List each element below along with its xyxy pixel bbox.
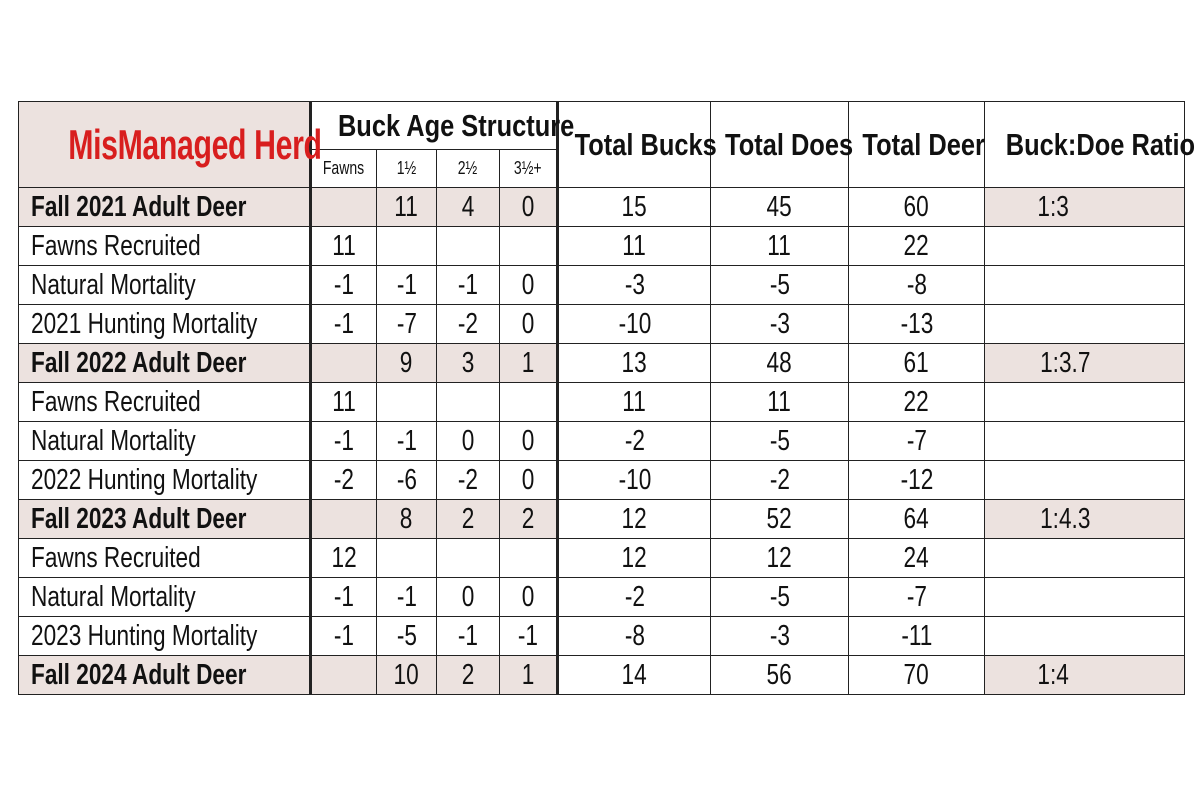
- total-deer-cell: [849, 617, 985, 656]
- ratio-cell: [985, 578, 1185, 617]
- subheader-fawns-label: Fawns: [323, 158, 365, 178]
- total-deer-value: 60: [903, 191, 930, 223]
- age-1-5-value: 11: [394, 191, 419, 223]
- row-label-cell: [19, 617, 311, 656]
- age-1-5-cell: [377, 305, 437, 344]
- ratio-cell: [985, 656, 1185, 695]
- age-2-5-value: 2: [461, 503, 475, 535]
- age-3-5-plus-value: 0: [521, 425, 535, 457]
- total-bucks-cell: [558, 617, 711, 656]
- total-does-cell: [711, 656, 849, 695]
- table-row: [19, 227, 1185, 266]
- total-deer-value: 64: [903, 503, 930, 535]
- age-3-5-plus-cell: [500, 383, 558, 422]
- ratio-cell: [985, 617, 1185, 656]
- row-label-cell: [19, 227, 311, 266]
- total-does-value: -2: [769, 464, 790, 496]
- ratio-cell: [985, 461, 1185, 500]
- age-2-5-value: 0: [461, 581, 475, 613]
- total-does-value: -5: [769, 269, 790, 301]
- age-2-5-cell: [437, 344, 500, 383]
- age-3-5-plus-value: 1: [521, 347, 535, 379]
- row-label: Natural Mortality: [31, 269, 196, 301]
- row-label-cell: [19, 305, 311, 344]
- total-deer-cell: [849, 383, 985, 422]
- total-deer-cell: [849, 305, 985, 344]
- total-deer-cell: [849, 266, 985, 305]
- total-does-cell: [711, 383, 849, 422]
- table-row: [19, 617, 1185, 656]
- age-2-5-cell: [437, 656, 500, 695]
- age-3-5-plus-cell: [500, 422, 558, 461]
- age-1-5-cell: [377, 344, 437, 383]
- age-2-5-cell: [437, 266, 500, 305]
- total-deer-cell: [849, 227, 985, 266]
- age-3-5-plus-cell: [500, 461, 558, 500]
- total-does-cell: [711, 266, 849, 305]
- total-deer-value: 70: [903, 659, 930, 691]
- ratio-cell: [985, 305, 1185, 344]
- age-3-5-plus-cell: [500, 305, 558, 344]
- total-bucks-cell: [558, 422, 711, 461]
- total-does-value: 12: [766, 542, 793, 574]
- total-deer-value: 22: [903, 230, 930, 262]
- total-does-value: 52: [766, 503, 793, 535]
- row-label: Fawns Recruited: [31, 386, 201, 418]
- age-3-5-plus-cell: [500, 266, 558, 305]
- age-2-5-value: -1: [457, 620, 479, 652]
- total-deer-cell: [849, 188, 985, 227]
- total-bucks-value: 12: [621, 503, 648, 535]
- total-deer-cell: [849, 422, 985, 461]
- age-2-5-cell: [437, 227, 500, 266]
- age-2-5-cell: [437, 305, 500, 344]
- age-1-5-value: -1: [396, 269, 417, 301]
- subheader-3-5-plus-label: 3½+: [514, 158, 542, 178]
- table-row: [19, 539, 1185, 578]
- ratio-cell: [985, 188, 1185, 227]
- row-label-cell: [19, 188, 311, 227]
- total-does-value: -5: [769, 425, 790, 457]
- total-bucks-cell: [558, 383, 711, 422]
- total-does-cell: [711, 539, 849, 578]
- total-bucks-cell: [558, 578, 711, 617]
- ratio-cell: [985, 422, 1185, 461]
- total-does-cell: [711, 422, 849, 461]
- total-bucks-value: 11: [622, 230, 647, 262]
- total-deer-cell: [849, 539, 985, 578]
- total-does-value: -3: [769, 308, 790, 340]
- age-1-5-cell: [377, 461, 437, 500]
- table-row: [19, 461, 1185, 500]
- age-1-5-value: -7: [396, 308, 417, 340]
- ratio-value: 1:3: [1037, 191, 1069, 223]
- total-bucks-cell: [558, 227, 711, 266]
- row-label: Fall 2024 Adult Deer: [31, 659, 247, 691]
- total-does-cell: [711, 578, 849, 617]
- total-bucks-value: 12: [621, 542, 648, 574]
- age-3-5-plus-cell: [500, 539, 558, 578]
- fawns-value: 11: [332, 386, 356, 418]
- table-title: MisManaged Herd: [68, 120, 322, 168]
- ratio-cell: [985, 383, 1185, 422]
- buck-age-structure-label: Buck Age Structure: [337, 107, 575, 143]
- total-does-value: -3: [769, 620, 790, 652]
- total-does-header: [711, 102, 854, 188]
- age-1-5-cell: [377, 383, 437, 422]
- row-label-cell: [19, 344, 311, 383]
- age-1-5-value: -5: [396, 620, 417, 652]
- subheader-1-5-label: 1½: [396, 158, 417, 178]
- age-3-5-plus-value: 0: [521, 269, 535, 301]
- age-2-5-value: 3: [461, 347, 475, 379]
- age-1-5-cell: [377, 266, 437, 305]
- total-bucks-cell: [558, 344, 711, 383]
- summary-row: [19, 188, 1185, 227]
- age-2-5-value: -2: [457, 464, 479, 496]
- total-bucks-value: -8: [624, 620, 645, 652]
- age-2-5-cell: [437, 539, 500, 578]
- total-bucks-value: 13: [621, 347, 648, 379]
- age-3-5-plus-cell: [500, 500, 558, 539]
- total-deer-label: Total Deer: [862, 126, 985, 162]
- age-1-5-cell: [377, 500, 437, 539]
- fawns-value: 12: [331, 542, 357, 574]
- total-deer-header: [849, 102, 985, 188]
- total-does-cell: [711, 344, 849, 383]
- age-1-5-value: 10: [393, 659, 420, 691]
- age-3-5-plus-value: 0: [521, 464, 535, 496]
- table-row: [19, 305, 1185, 344]
- fawns-cell: [311, 656, 377, 695]
- subheader-2-5: [437, 150, 500, 188]
- age-1-5-value: 9: [400, 347, 413, 379]
- table-row: [19, 422, 1185, 461]
- ratio-value: 1:3.7: [1040, 347, 1091, 379]
- total-bucks-cell: [558, 305, 711, 344]
- age-3-5-plus-cell: [500, 617, 558, 656]
- total-bucks-value: -10: [618, 464, 651, 496]
- table-row: [19, 383, 1185, 422]
- buck-doe-ratio-label: Buck:Doe Ratio: [1005, 126, 1196, 162]
- subheader-1-5: [377, 150, 437, 188]
- row-label: Fall 2021 Adult Deer: [31, 191, 247, 223]
- fawns-cell: [311, 188, 377, 227]
- total-deer-cell: [849, 500, 985, 539]
- age-2-5-value: 2: [461, 659, 475, 691]
- total-does-cell: [711, 227, 849, 266]
- age-3-5-plus-cell: [500, 578, 558, 617]
- total-does-cell: [711, 500, 849, 539]
- total-bucks-label: Total Bucks: [574, 126, 717, 162]
- table-body: [19, 188, 1185, 695]
- age-2-5-value: 0: [461, 425, 475, 457]
- total-deer-cell: [849, 461, 985, 500]
- fawns-value: -1: [333, 425, 355, 457]
- age-2-5-cell: [437, 461, 500, 500]
- total-deer-value: -12: [900, 464, 933, 496]
- fawns-value: -1: [333, 581, 355, 613]
- buck-age-structure-header: [311, 102, 575, 150]
- ratio-cell: [985, 344, 1185, 383]
- ratio-cell: [985, 500, 1185, 539]
- total-bucks-value: 15: [621, 191, 648, 223]
- fawns-cell: [311, 344, 377, 383]
- fawns-cell: [311, 422, 377, 461]
- age-3-5-plus-value: 0: [521, 581, 535, 613]
- fawns-value: -1: [333, 269, 355, 301]
- age-1-5-cell: [377, 578, 437, 617]
- total-bucks-value: 14: [621, 659, 648, 691]
- total-bucks-value: -10: [618, 308, 651, 340]
- total-deer-value: -7: [906, 425, 927, 457]
- buck-doe-ratio-header: [985, 102, 1196, 188]
- summary-row: [19, 500, 1185, 539]
- age-2-5-cell: [437, 422, 500, 461]
- total-bucks-value: -2: [624, 425, 645, 457]
- total-bucks-cell: [558, 461, 711, 500]
- fawns-value: -1: [333, 620, 355, 652]
- herd-table-container: [18, 101, 1196, 696]
- row-label: Fall 2022 Adult Deer: [31, 347, 247, 379]
- total-bucks-cell: [558, 188, 711, 227]
- row-label: Fall 2023 Adult Deer: [31, 503, 247, 535]
- row-label-cell: [19, 578, 311, 617]
- total-does-value: 45: [766, 191, 793, 223]
- total-does-value: 48: [766, 347, 793, 379]
- fawns-cell: [311, 383, 377, 422]
- ratio-value: 1:4.3: [1040, 503, 1091, 535]
- herd-table: [18, 101, 1196, 695]
- total-deer-cell: [849, 578, 985, 617]
- total-deer-value: -11: [900, 620, 933, 652]
- ratio-cell: [985, 227, 1185, 266]
- subheader-3-5-plus: [500, 150, 558, 188]
- fawns-cell: [311, 539, 377, 578]
- summary-row: [19, 344, 1185, 383]
- age-3-5-plus-value: 0: [521, 308, 535, 340]
- total-deer-value: 24: [903, 542, 930, 574]
- fawns-value: -2: [333, 464, 355, 496]
- row-label: Natural Mortality: [31, 581, 196, 613]
- total-does-cell: [711, 461, 849, 500]
- age-2-5-value: -2: [457, 308, 479, 340]
- age-2-5-cell: [437, 383, 500, 422]
- row-label: Natural Mortality: [31, 425, 196, 457]
- table-row: [19, 266, 1185, 305]
- row-label: Fawns Recruited: [31, 542, 201, 574]
- fawns-cell: [311, 578, 377, 617]
- age-3-5-plus-value: 0: [521, 191, 535, 223]
- total-bucks-cell: [558, 656, 711, 695]
- total-does-value: 11: [767, 230, 792, 262]
- fawns-cell: [311, 500, 377, 539]
- total-deer-cell: [849, 344, 985, 383]
- row-label-cell: [19, 422, 311, 461]
- age-1-5-cell: [377, 656, 437, 695]
- age-1-5-value: 8: [400, 503, 413, 535]
- age-2-5-value: -1: [457, 269, 479, 301]
- age-2-5-cell: [437, 500, 500, 539]
- total-deer-value: -7: [906, 581, 927, 613]
- fawns-cell: [311, 266, 377, 305]
- total-bucks-cell: [558, 539, 711, 578]
- row-label: Fawns Recruited: [31, 230, 201, 262]
- total-does-label: Total Does: [725, 126, 854, 162]
- age-1-5-cell: [377, 188, 437, 227]
- row-label-cell: [19, 539, 311, 578]
- summary-row: [19, 656, 1185, 695]
- age-3-5-plus-cell: [500, 188, 558, 227]
- row-label: 2023 Hunting Mortality: [31, 620, 258, 652]
- age-1-5-value: -1: [396, 581, 417, 613]
- total-does-cell: [711, 617, 849, 656]
- row-label-cell: [19, 383, 311, 422]
- age-3-5-plus-value: 2: [521, 503, 535, 535]
- age-1-5-cell: [377, 539, 437, 578]
- total-bucks-header: [558, 102, 717, 188]
- ratio-cell: [985, 539, 1185, 578]
- row-label-cell: [19, 266, 311, 305]
- age-3-5-plus-cell: [500, 227, 558, 266]
- total-deer-value: 61: [903, 347, 930, 379]
- age-1-5-value: -6: [396, 464, 417, 496]
- age-3-5-plus-cell: [500, 344, 558, 383]
- total-does-value: 56: [766, 659, 793, 691]
- age-1-5-cell: [377, 617, 437, 656]
- total-does-value: -5: [769, 581, 790, 613]
- total-bucks-cell: [558, 266, 711, 305]
- row-label-cell: [19, 656, 311, 695]
- age-3-5-plus-value: -1: [517, 620, 539, 652]
- total-deer-cell: [849, 656, 985, 695]
- total-deer-value: -13: [900, 308, 933, 340]
- age-2-5-value: 4: [461, 191, 475, 223]
- age-2-5-cell: [437, 188, 500, 227]
- total-deer-value: 22: [903, 386, 930, 418]
- total-bucks-value: 11: [622, 386, 647, 418]
- age-1-5-cell: [377, 422, 437, 461]
- age-1-5-cell: [377, 227, 437, 266]
- row-label-cell: [19, 500, 311, 539]
- table-row: [19, 578, 1185, 617]
- age-3-5-plus-cell: [500, 656, 558, 695]
- table-title-cell: [19, 102, 322, 188]
- fawns-cell: [311, 227, 377, 266]
- ratio-cell: [985, 266, 1185, 305]
- subheader-2-5-label: 2½: [458, 158, 478, 178]
- total-does-cell: [711, 188, 849, 227]
- age-1-5-value: -1: [396, 425, 417, 457]
- row-label: 2021 Hunting Mortality: [31, 308, 258, 340]
- fawns-value: -1: [333, 308, 355, 340]
- age-2-5-cell: [437, 617, 500, 656]
- total-deer-value: -8: [906, 269, 927, 301]
- total-bucks-cell: [558, 500, 711, 539]
- total-does-value: 11: [767, 386, 792, 418]
- fawns-value: 11: [332, 230, 356, 262]
- total-bucks-value: -3: [624, 269, 645, 301]
- row-label-cell: [19, 461, 311, 500]
- age-3-5-plus-value: 1: [521, 659, 535, 691]
- ratio-value: 1:4: [1037, 659, 1069, 691]
- total-bucks-value: -2: [624, 581, 645, 613]
- row-label: 2022 Hunting Mortality: [31, 464, 258, 496]
- age-2-5-cell: [437, 578, 500, 617]
- total-does-cell: [711, 305, 849, 344]
